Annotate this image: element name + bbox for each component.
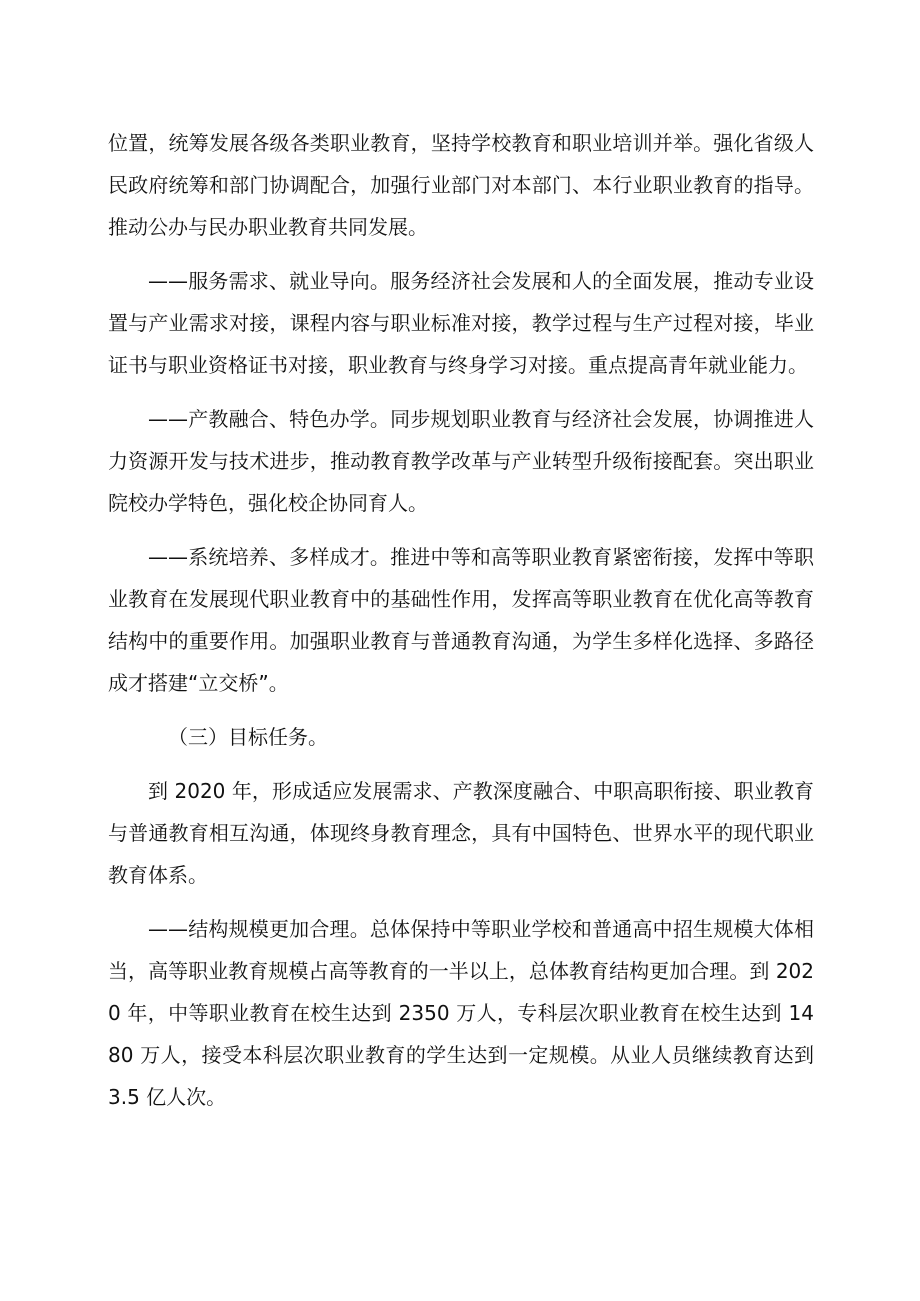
paragraph-industry-integration: ——产教融合、特色办学。同步规划职业教育与经济社会发展，协调推进人力资源开发与技术进步，推动教育教学改革与产业转型升级衔接配套。突出职业院校办学特色，强化校企协同育人。 [108,407,814,515]
paragraph-structure-scale: ——结构规模更加合理。总体保持中等职业学校和普通高中招生规模大体相当，高等职业教育规模占高等教育的一半以上，总体教育结构更加合理。到 2020 年，中等职业教育在校生达到 2350 万人，专科层次职业教育在校生达到 1480 万人，接受本科层次职业教育的学生达到一定规模。从业人员继续教育达到 3.5 亿人次。 [108,917,814,1109]
section-heading-goals: （三）目标任务。 [168,725,328,749]
document-body [108,122,814,1130]
paragraph-service-demand: ——服务需求、就业导向。服务经济社会发展和人的全面发展，推动专业设置与产业需求对接，课程内容与职业标准对接，教学过程与生产过程对接，毕业证书与职业资格证书对接，职业教育与终身学习对接。重点提高青年就业能力。 [108,269,814,377]
paragraph-continuation: 位置，统筹发展各级各类职业教育，坚持学校教育和职业培训并举。强化省级人民政府统筹和部门协调配合，加强行业部门对本部门、本行业职业教育的指导。推动公办与民办职业教育共同发展。 [108,131,814,239]
paragraph-2020-goal: 到 2020 年，形成适应发展需求、产教深度融合、中职高职衔接、职业教育与普通教育相互沟通，体现终身教育理念，具有中国特色、世界水平的现代职业教育体系。 [108,779,814,887]
paragraph-systematic-training: ——系统培养、多样成才。推进中等和高等职业教育紧密衔接，发挥中等职业教育在发展现代职业教育中的基础性作用，发挥高等职业教育在优化高等教育结构中的重要作用。加强职业教育与普通教育沟通，为学生多样化选择、多路径成才搭建“立交桥”。 [108,545,814,695]
